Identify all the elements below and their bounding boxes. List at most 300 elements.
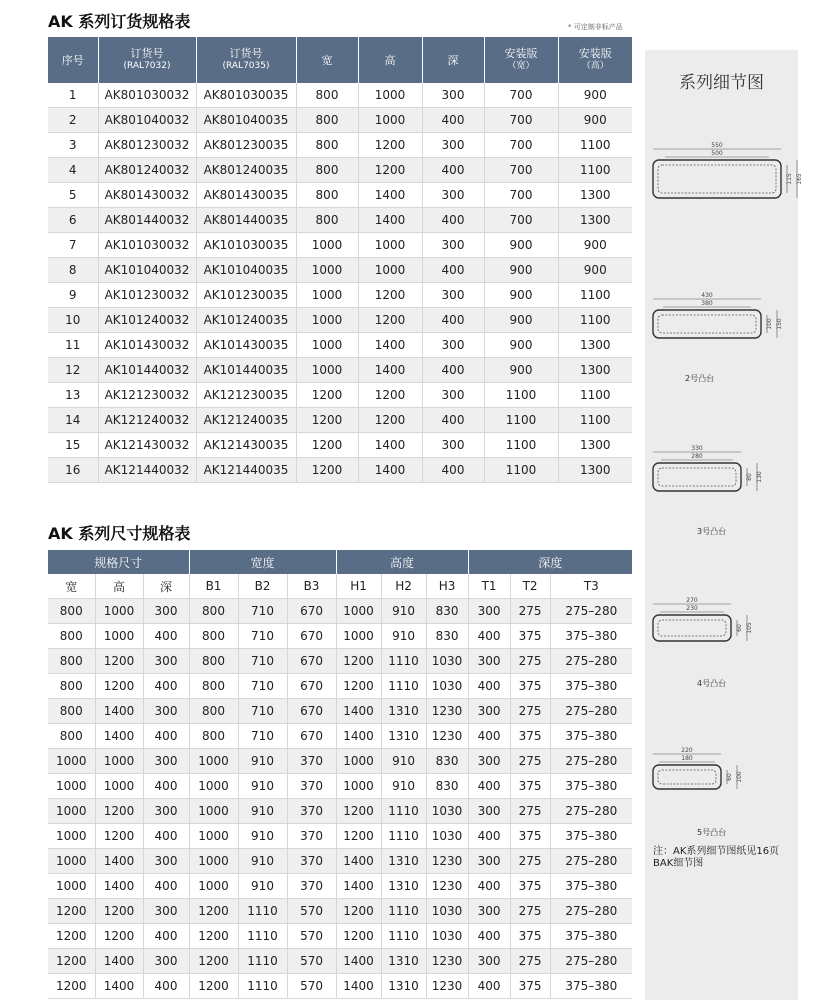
table-cell: 300 — [143, 849, 189, 874]
inner-width-label: 380 — [701, 300, 713, 307]
table-cell: 800 — [296, 83, 358, 108]
size-subheader-cell: H1 — [336, 574, 381, 599]
table-cell: 1200 — [296, 408, 358, 433]
size-subheader-cell: B2 — [238, 574, 287, 599]
table-cell: 1200 — [189, 974, 238, 999]
table-cell: 800 — [296, 158, 358, 183]
outer-width-label: 330 — [691, 445, 703, 452]
table-cell: 910 — [238, 774, 287, 799]
table-cell: 700 — [484, 208, 558, 233]
table-cell: 1400 — [336, 874, 381, 899]
table-cell: AK121230035 — [196, 383, 296, 408]
table-cell: 16 — [48, 458, 98, 483]
table-cell: 370 — [287, 799, 336, 824]
outer-width-label: 270 — [686, 597, 698, 604]
table-cell: 375–380 — [550, 724, 632, 749]
table-cell: 1200 — [48, 974, 95, 999]
table-cell: 910 — [381, 624, 426, 649]
table-cell: AK801230032 — [98, 133, 196, 158]
table-cell: 300 — [468, 649, 510, 674]
table-cell: 900 — [484, 258, 558, 283]
boss-inner-outline — [658, 165, 776, 193]
table-cell: 1030 — [426, 799, 468, 824]
table-cell: 800 — [296, 208, 358, 233]
table-row — [48, 824, 632, 849]
table-cell: 710 — [238, 674, 287, 699]
table-row — [48, 83, 632, 108]
table-cell: 1200 — [48, 924, 95, 949]
table-cell: 1300 — [558, 433, 632, 458]
table-cell: 400 — [143, 924, 189, 949]
group-depth: 深度 — [468, 550, 632, 574]
table-row — [48, 208, 632, 233]
table-cell: 1200 — [296, 433, 358, 458]
table-cell: 300 — [422, 433, 484, 458]
table-cell: 1000 — [358, 108, 422, 133]
table-cell: 400 — [422, 358, 484, 383]
table-cell: 1 — [48, 83, 98, 108]
table-row — [48, 308, 632, 333]
table-cell: 570 — [287, 924, 336, 949]
table-cell: 1000 — [296, 333, 358, 358]
table-cell: 6 — [48, 208, 98, 233]
table-cell: 375–380 — [550, 874, 632, 899]
boss-caption: 3号凸台 — [697, 527, 727, 536]
table-row — [48, 458, 632, 483]
table-row — [48, 258, 632, 283]
table-cell: 1230 — [426, 949, 468, 974]
order-header-main: 宽 — [321, 53, 333, 67]
order-header-sub: （宽） — [507, 61, 535, 71]
table-cell: 710 — [238, 624, 287, 649]
table-cell: 1000 — [358, 233, 422, 258]
table-cell: AK801040032 — [98, 108, 196, 133]
table-cell: 800 — [189, 724, 238, 749]
table-cell: 800 — [189, 649, 238, 674]
boss-outer-outline — [653, 615, 731, 641]
table-cell: 710 — [238, 649, 287, 674]
table-cell: 300 — [422, 283, 484, 308]
table-cell: 300 — [422, 233, 484, 258]
table-cell: 400 — [143, 674, 189, 699]
outer-height-label: 150 — [776, 318, 783, 330]
order-header-main: 订货号 — [130, 47, 164, 60]
table-cell: 1400 — [95, 724, 143, 749]
table-cell: 400 — [143, 824, 189, 849]
table-row — [48, 849, 632, 874]
table-cell: 1310 — [381, 874, 426, 899]
table-cell: 400 — [468, 674, 510, 699]
table-cell: 275–280 — [550, 749, 632, 774]
table-cell: 1200 — [358, 383, 422, 408]
boss-outer-outline — [653, 765, 721, 789]
table-cell: 1100 — [484, 433, 558, 458]
table-row — [48, 158, 632, 183]
table-cell: 670 — [287, 599, 336, 624]
table-cell: 1000 — [189, 774, 238, 799]
boss-outer-outline — [653, 310, 761, 338]
table-cell: 1200 — [48, 899, 95, 924]
table-cell: 11 — [48, 333, 98, 358]
order-header-cell — [358, 37, 422, 83]
table-cell: 910 — [238, 799, 287, 824]
boss-inner-outline — [658, 770, 716, 784]
table-cell: 1000 — [336, 624, 381, 649]
table-cell: 370 — [287, 874, 336, 899]
table-cell: 1000 — [296, 258, 358, 283]
table-cell: 800 — [189, 699, 238, 724]
table-cell: 275 — [510, 949, 550, 974]
table-cell: AK801030035 — [196, 83, 296, 108]
table-cell: 900 — [484, 233, 558, 258]
table-cell: 830 — [426, 599, 468, 624]
table-cell: 275–280 — [550, 949, 632, 974]
table-cell: 275–280 — [550, 599, 632, 624]
table-cell: 400 — [468, 974, 510, 999]
size-subheader-cell: H2 — [381, 574, 426, 599]
table-cell: 900 — [484, 358, 558, 383]
table-cell: 375 — [510, 974, 550, 999]
table-cell: 670 — [287, 674, 336, 699]
table-cell: 1310 — [381, 724, 426, 749]
table-row — [48, 699, 632, 724]
table-cell: 300 — [468, 949, 510, 974]
table-cell: 1400 — [336, 949, 381, 974]
table-cell: 300 — [143, 899, 189, 924]
table-cell: 9 — [48, 283, 98, 308]
order-header-cell — [48, 37, 98, 83]
table-cell: 1230 — [426, 874, 468, 899]
table-cell: 900 — [484, 308, 558, 333]
table-cell: 1000 — [95, 599, 143, 624]
table-cell: 1100 — [558, 308, 632, 333]
table-cell: 370 — [287, 824, 336, 849]
table-cell: 1230 — [426, 849, 468, 874]
table-cell: 1400 — [336, 849, 381, 874]
table-cell: AK121240035 — [196, 408, 296, 433]
table-cell: AK801230035 — [196, 133, 296, 158]
table-cell: 300 — [143, 599, 189, 624]
table-cell: 3 — [48, 133, 98, 158]
boss-caption: 4号凸台 — [697, 679, 727, 688]
table-cell: 800 — [48, 649, 95, 674]
table-cell: 1200 — [336, 924, 381, 949]
table-cell: 300 — [143, 649, 189, 674]
table-cell: 1400 — [95, 974, 143, 999]
table-cell: 830 — [426, 624, 468, 649]
table-cell: 400 — [143, 874, 189, 899]
table-cell: 800 — [48, 674, 95, 699]
table-cell: 400 — [422, 458, 484, 483]
table-cell: 375 — [510, 824, 550, 849]
table-row — [48, 358, 632, 383]
outer-height-label: 100 — [736, 771, 743, 783]
table-cell: 1100 — [484, 458, 558, 483]
table-cell: 1300 — [558, 183, 632, 208]
table-row — [48, 874, 632, 899]
table-cell: 1300 — [558, 208, 632, 233]
table-row — [48, 283, 632, 308]
table-cell: 1400 — [95, 874, 143, 899]
table-cell: 1200 — [95, 649, 143, 674]
order-header-main: 安装版 — [504, 47, 538, 60]
table-cell: 375–380 — [550, 674, 632, 699]
table-cell: 1110 — [238, 974, 287, 999]
order-header-sub: (RAL7035) — [222, 61, 270, 71]
table-cell: 400 — [422, 408, 484, 433]
table-cell: 1100 — [484, 408, 558, 433]
order-header-main: 序号 — [61, 53, 84, 67]
table-cell: 1200 — [296, 383, 358, 408]
table-cell: 375 — [510, 724, 550, 749]
table-cell: 370 — [287, 849, 336, 874]
outer-height-label: 165 — [796, 173, 803, 185]
table-cell: 900 — [484, 333, 558, 358]
table-cell: 300 — [468, 899, 510, 924]
table-cell: 375 — [510, 774, 550, 799]
table-cell: 1300 — [558, 333, 632, 358]
table-cell: 1110 — [238, 924, 287, 949]
table-cell: 800 — [48, 724, 95, 749]
table-cell: 300 — [143, 799, 189, 824]
order-header-main: 安装版 — [578, 47, 612, 60]
table-cell: 275 — [510, 799, 550, 824]
table-cell: 570 — [287, 899, 336, 924]
table-cell: 1200 — [358, 408, 422, 433]
table-cell: 370 — [287, 774, 336, 799]
table-cell: 1400 — [336, 699, 381, 724]
table-cell: 400 — [143, 724, 189, 749]
table-cell: 1000 — [296, 358, 358, 383]
table-cell: 910 — [381, 749, 426, 774]
table-cell: 670 — [287, 699, 336, 724]
order-header-main: 高 — [384, 53, 396, 67]
table-cell: 800 — [296, 108, 358, 133]
table-cell: AK101440032 — [98, 358, 196, 383]
table-cell: 670 — [287, 649, 336, 674]
table-cell: 375–380 — [550, 974, 632, 999]
custom-note: * 可定制非标产品 — [568, 23, 623, 31]
table-cell: 900 — [558, 108, 632, 133]
table-cell: 275 — [510, 749, 550, 774]
table-cell: 1100 — [558, 408, 632, 433]
outer-width-label: 550 — [711, 142, 723, 149]
table-cell: 1030 — [426, 649, 468, 674]
table-cell: 1400 — [336, 724, 381, 749]
table-cell: 700 — [484, 183, 558, 208]
table-cell: 1000 — [189, 824, 238, 849]
table-row — [48, 408, 632, 433]
boss-diagram — [649, 443, 799, 523]
table-cell: 400 — [468, 924, 510, 949]
table-cell: 1100 — [558, 158, 632, 183]
table-cell: 570 — [287, 974, 336, 999]
table-cell: 1000 — [95, 774, 143, 799]
boss-diagram — [649, 140, 803, 220]
table-cell: 1100 — [558, 383, 632, 408]
boss-outer-outline — [653, 160, 781, 198]
table-cell: 400 — [468, 774, 510, 799]
table-cell: 375 — [510, 674, 550, 699]
table-cell: 375 — [510, 924, 550, 949]
table-cell: 1200 — [48, 949, 95, 974]
table-cell: 800 — [189, 674, 238, 699]
table-cell: AK101440035 — [196, 358, 296, 383]
table-cell: 1200 — [189, 899, 238, 924]
table-cell: 900 — [558, 258, 632, 283]
table-cell: 700 — [484, 108, 558, 133]
order-table — [48, 37, 632, 483]
table-cell: 1200 — [296, 458, 358, 483]
table-cell: 300 — [468, 599, 510, 624]
table-cell: 1000 — [336, 774, 381, 799]
table-cell: AK101040032 — [98, 258, 196, 283]
table-row — [48, 749, 632, 774]
table-cell: 800 — [48, 699, 95, 724]
group-spec: 规格尺寸 — [48, 550, 189, 574]
table-cell: 800 — [296, 183, 358, 208]
table-cell: 900 — [558, 83, 632, 108]
table-cell: AK801240035 — [196, 158, 296, 183]
table-cell: 375 — [510, 874, 550, 899]
inner-width-label: 230 — [686, 605, 698, 612]
inner-width-label: 280 — [691, 453, 703, 460]
detail-panel — [645, 50, 803, 1000]
table-cell: 1000 — [48, 799, 95, 824]
table-row — [48, 949, 632, 974]
table-cell: 1200 — [95, 674, 143, 699]
table-cell: 275–280 — [550, 649, 632, 674]
table-cell: 1000 — [336, 749, 381, 774]
table-cell: AK801030032 — [98, 83, 196, 108]
table-cell: 375–380 — [550, 774, 632, 799]
table-cell: 1030 — [426, 899, 468, 924]
size-subheader-cell: T1 — [468, 574, 510, 599]
table-cell: 1000 — [336, 599, 381, 624]
boss-caption: 5号凸台 — [697, 828, 727, 837]
table-cell: AK101030035 — [196, 233, 296, 258]
table-cell: 400 — [143, 774, 189, 799]
table-cell: AK101030032 — [98, 233, 196, 258]
table-cell: 10 — [48, 308, 98, 333]
table-cell: 800 — [189, 624, 238, 649]
table-cell: 400 — [468, 874, 510, 899]
inner-width-label: 500 — [711, 150, 723, 157]
order-header-cell — [196, 37, 296, 83]
table-cell: 1200 — [95, 924, 143, 949]
table-cell: 1400 — [358, 358, 422, 383]
table-row — [48, 108, 632, 133]
order-header-sub: （高） — [581, 61, 609, 71]
table-cell: 300 — [422, 133, 484, 158]
table-cell: 4 — [48, 158, 98, 183]
table-cell: 1200 — [95, 799, 143, 824]
table-cell: 400 — [422, 208, 484, 233]
table-cell: 1200 — [95, 899, 143, 924]
table-cell: 1400 — [95, 849, 143, 874]
table-cell: 800 — [296, 133, 358, 158]
table-cell: 1200 — [358, 133, 422, 158]
table-cell: 1400 — [95, 949, 143, 974]
table-cell: 300 — [143, 949, 189, 974]
boss-caption: 2号凸台 — [685, 374, 715, 383]
table-cell: 710 — [238, 724, 287, 749]
table-cell: 1200 — [189, 924, 238, 949]
table-cell: 375–380 — [550, 824, 632, 849]
table-cell: 1000 — [358, 83, 422, 108]
table-cell: 300 — [143, 699, 189, 724]
table-cell: 400 — [468, 724, 510, 749]
group-width: 宽度 — [189, 550, 336, 574]
size-subheader-cell: B1 — [189, 574, 238, 599]
table-cell: 1000 — [48, 874, 95, 899]
table-cell: 1400 — [95, 699, 143, 724]
boss-diagram — [649, 745, 799, 825]
table-cell: 300 — [468, 849, 510, 874]
table-cell: 300 — [468, 699, 510, 724]
table-cell: AK101240035 — [196, 308, 296, 333]
table-cell: 300 — [468, 799, 510, 824]
table-cell: AK801440032 — [98, 208, 196, 233]
table-row — [48, 433, 632, 458]
inner-width-label: 180 — [681, 755, 693, 762]
table-cell: AK801440035 — [196, 208, 296, 233]
table-cell: AK101040035 — [196, 258, 296, 283]
table-row — [48, 183, 632, 208]
table-cell: 700 — [484, 158, 558, 183]
table-cell: AK101430032 — [98, 333, 196, 358]
size-table — [48, 550, 632, 999]
detail-footnote: 注：AK系列细节图纸见16页BAK细节图 — [653, 846, 780, 869]
table-cell: 910 — [381, 599, 426, 624]
order-header-main: 深 — [447, 53, 459, 67]
table-cell: 800 — [48, 624, 95, 649]
table-cell: 1200 — [336, 649, 381, 674]
order-header-cell — [558, 37, 632, 83]
outer-width-label: 430 — [701, 292, 713, 299]
detail-panel-title: 系列细节图 — [679, 73, 764, 93]
table-cell: 1110 — [238, 949, 287, 974]
table-cell: 700 — [484, 83, 558, 108]
table-cell: 275 — [510, 599, 550, 624]
table-cell: 900 — [484, 283, 558, 308]
table-cell: 400 — [422, 158, 484, 183]
table-cell: 375–380 — [550, 924, 632, 949]
table-row — [48, 924, 632, 949]
table-cell: 275–280 — [550, 899, 632, 924]
order-header-cell — [296, 37, 358, 83]
table-cell: 1110 — [238, 899, 287, 924]
table-cell: AK101230035 — [196, 283, 296, 308]
table-cell: 1030 — [426, 674, 468, 699]
table-cell: 1230 — [426, 699, 468, 724]
order-header-cell — [484, 37, 558, 83]
table-cell: 900 — [558, 233, 632, 258]
table-cell: 12 — [48, 358, 98, 383]
table-cell: 1000 — [189, 799, 238, 824]
boss-inner-outline — [658, 315, 756, 333]
table-cell: 5 — [48, 183, 98, 208]
table-cell: 1110 — [381, 824, 426, 849]
table-cell: 830 — [426, 774, 468, 799]
table-cell: 1300 — [558, 358, 632, 383]
table-cell: 275 — [510, 649, 550, 674]
table-cell: AK121230032 — [98, 383, 196, 408]
table-row — [48, 899, 632, 924]
table-cell: 1400 — [336, 974, 381, 999]
table-cell: 275 — [510, 699, 550, 724]
table-cell: 7 — [48, 233, 98, 258]
